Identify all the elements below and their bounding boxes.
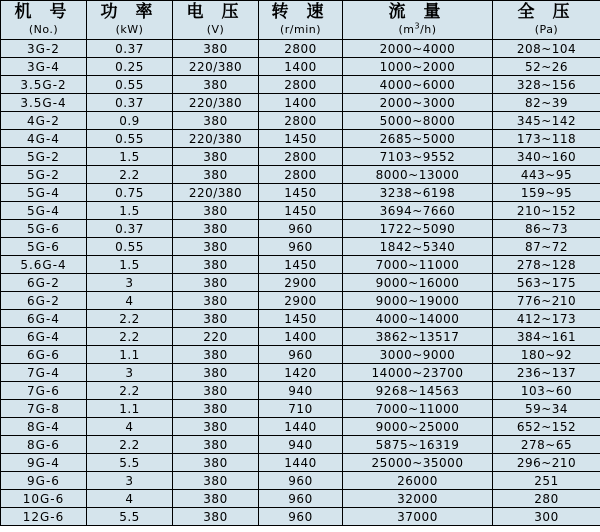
cell-pressure: 340~160 — [493, 148, 600, 166]
table-row — [1, 58, 600, 76]
cell-power: 0.9 — [87, 112, 173, 130]
cell-pressure: 278~128 — [493, 256, 600, 274]
cell-model: 5.6G-4 — [1, 256, 87, 274]
cell-speed: 2900 — [259, 274, 343, 292]
cell-pressure: 278~65 — [493, 436, 600, 454]
cell-pressure: 563~175 — [493, 274, 600, 292]
column-header-pressure — [493, 1, 600, 40]
cell-model: 4G-2 — [1, 112, 87, 130]
table-row — [1, 274, 600, 292]
cell-model: 5G-4 — [1, 184, 87, 202]
cell-model: 4G-4 — [1, 130, 87, 148]
cell-voltage: 220/380 — [173, 58, 259, 76]
cell-airflow: 1842~5340 — [343, 238, 493, 256]
cell-power: 0.25 — [87, 58, 173, 76]
cell-power: 0.55 — [87, 130, 173, 148]
cell-airflow: 14000~23700 — [343, 364, 493, 382]
cell-airflow: 7103~9552 — [343, 148, 493, 166]
column-header-speed-unit: (r/min) — [279, 22, 322, 36]
cell-speed: 1400 — [259, 58, 343, 76]
cell-speed: 1450 — [259, 256, 343, 274]
table-row — [1, 40, 600, 58]
table-row — [1, 76, 600, 94]
cell-power: 5.5 — [87, 454, 173, 472]
cell-airflow: 9000~25000 — [343, 418, 493, 436]
cell-airflow: 5000~8000 — [343, 112, 493, 130]
cell-voltage: 380 — [173, 472, 259, 490]
table-row — [1, 220, 600, 238]
cell-pressure: 103~60 — [493, 382, 600, 400]
column-header-voltage-title: 电 压 — [186, 2, 245, 22]
cell-power: 4 — [87, 292, 173, 310]
cell-voltage: 220/380 — [173, 94, 259, 112]
cell-power: 0.37 — [87, 220, 173, 238]
cell-model: 5G-6 — [1, 220, 87, 238]
cell-power: 2.2 — [87, 328, 173, 346]
cell-speed: 960 — [259, 238, 343, 256]
cell-voltage: 380 — [173, 346, 259, 364]
table-row — [1, 490, 600, 508]
cell-model: 6G-4 — [1, 310, 87, 328]
column-header-airflow-unit: $(m^3/h)$ — [398, 20, 437, 36]
cell-model: 3G-2 — [1, 40, 87, 58]
table-row — [1, 238, 600, 256]
cell-model: 7G-4 — [1, 364, 87, 382]
cell-airflow: 4000~6000 — [343, 76, 493, 94]
table-row — [1, 148, 600, 166]
cell-power: 0.37 — [87, 94, 173, 112]
cell-power: 3 — [87, 472, 173, 490]
cell-airflow: 25000~35000 — [343, 454, 493, 472]
column-header-voltage — [173, 1, 259, 40]
cell-model: 12G-6 — [1, 508, 87, 526]
cell-voltage: 380 — [173, 310, 259, 328]
cell-voltage: 380 — [173, 418, 259, 436]
cell-pressure: 159~95 — [493, 184, 600, 202]
cell-power: 2.2 — [87, 382, 173, 400]
cell-voltage: 380 — [173, 454, 259, 472]
cell-model: 5G-2 — [1, 166, 87, 184]
cell-speed: 1450 — [259, 310, 343, 328]
column-header-model — [1, 1, 87, 40]
cell-voltage: 380 — [173, 256, 259, 274]
cell-airflow: 2685~5000 — [343, 130, 493, 148]
cell-pressure: 251 — [493, 472, 600, 490]
cell-airflow: 26000 — [343, 472, 493, 490]
cell-voltage: 380 — [173, 274, 259, 292]
cell-speed: 1400 — [259, 328, 343, 346]
cell-power: 4 — [87, 418, 173, 436]
cell-model: 9G-4 — [1, 454, 87, 472]
cell-power: 2.2 — [87, 166, 173, 184]
table-row — [1, 418, 600, 436]
cell-airflow: 1000~2000 — [343, 58, 493, 76]
table-row — [1, 472, 600, 490]
table-row — [1, 166, 600, 184]
cell-voltage: 380 — [173, 76, 259, 94]
cell-power: 3 — [87, 364, 173, 382]
table-row — [1, 400, 600, 418]
table-row — [1, 130, 600, 148]
table-row — [1, 436, 600, 454]
cell-airflow: 3694~7660 — [343, 202, 493, 220]
cell-voltage: 380 — [173, 508, 259, 526]
cell-voltage: 380 — [173, 220, 259, 238]
column-header-pressure-unit: (Pa) — [534, 22, 559, 36]
cell-model: 6G-2 — [1, 292, 87, 310]
table-header — [1, 1, 600, 40]
cell-airflow: 9000~19000 — [343, 292, 493, 310]
cell-pressure: 443~95 — [493, 166, 600, 184]
cell-power: 2.2 — [87, 436, 173, 454]
table-row — [1, 382, 600, 400]
header-row — [1, 1, 600, 40]
table-row — [1, 292, 600, 310]
cell-power: 5.5 — [87, 508, 173, 526]
table-body — [1, 40, 600, 526]
cell-speed: 2800 — [259, 148, 343, 166]
cell-airflow: 2000~4000 — [343, 40, 493, 58]
cell-model: 7G-8 — [1, 400, 87, 418]
cell-pressure: 210~152 — [493, 202, 600, 220]
column-header-airflow-title: 流 量 — [388, 2, 447, 22]
cell-speed: 2800 — [259, 166, 343, 184]
column-header-model-unit: (No.) — [28, 22, 59, 36]
cell-voltage: 220/380 — [173, 130, 259, 148]
column-header-power — [87, 1, 173, 40]
cell-speed: 1400 — [259, 94, 343, 112]
cell-pressure: 87~72 — [493, 238, 600, 256]
cell-power: 1.5 — [87, 202, 173, 220]
cell-power: 1.1 — [87, 400, 173, 418]
table-row — [1, 454, 600, 472]
cell-voltage: 380 — [173, 112, 259, 130]
cell-pressure: 59~34 — [493, 400, 600, 418]
cell-speed: 2800 — [259, 76, 343, 94]
cell-speed: 1450 — [259, 184, 343, 202]
cell-speed: 2800 — [259, 40, 343, 58]
column-header-pressure-title: 全 压 — [517, 2, 576, 22]
cell-airflow: 7000~11000 — [343, 256, 493, 274]
cell-pressure: 52~26 — [493, 58, 600, 76]
cell-speed: 1450 — [259, 202, 343, 220]
airflow-unit-exponent: 3 — [414, 20, 421, 30]
cell-speed: 2900 — [259, 292, 343, 310]
cell-airflow: 3238~6198 — [343, 184, 493, 202]
cell-power: 1.1 — [87, 346, 173, 364]
cell-speed: 1440 — [259, 454, 343, 472]
cell-voltage: 380 — [173, 166, 259, 184]
table-row — [1, 364, 600, 382]
cell-model: 6G-4 — [1, 328, 87, 346]
cell-airflow: 7000~11000 — [343, 400, 493, 418]
cell-voltage: 380 — [173, 400, 259, 418]
cell-speed: 1420 — [259, 364, 343, 382]
cell-speed: 960 — [259, 220, 343, 238]
table-row — [1, 508, 600, 526]
cell-pressure: 384~161 — [493, 328, 600, 346]
cell-voltage: 380 — [173, 202, 259, 220]
cell-model: 7G-6 — [1, 382, 87, 400]
cell-power: 0.55 — [87, 238, 173, 256]
column-header-model-title: 机 号 — [14, 2, 73, 22]
cell-voltage: 380 — [173, 382, 259, 400]
cell-power: 0.37 — [87, 40, 173, 58]
cell-pressure: 236~137 — [493, 364, 600, 382]
cell-airflow: 3862~13517 — [343, 328, 493, 346]
cell-model: 3.5G-2 — [1, 76, 87, 94]
column-header-airflow — [343, 1, 493, 40]
cell-model: 6G-6 — [1, 346, 87, 364]
cell-pressure: 86~73 — [493, 220, 600, 238]
cell-voltage: 380 — [173, 490, 259, 508]
cell-pressure: 208~104 — [493, 40, 600, 58]
cell-pressure: 300 — [493, 508, 600, 526]
cell-pressure: 776~210 — [493, 292, 600, 310]
cell-voltage: 380 — [173, 148, 259, 166]
cell-model: 5G-4 — [1, 202, 87, 220]
column-header-speed — [259, 1, 343, 40]
cell-model: 8G-4 — [1, 418, 87, 436]
cell-power: 1.5 — [87, 256, 173, 274]
cell-airflow: 2000~3000 — [343, 94, 493, 112]
cell-airflow: 4000~14000 — [343, 310, 493, 328]
cell-voltage: 220 — [173, 328, 259, 346]
cell-airflow: 37000 — [343, 508, 493, 526]
table-row — [1, 256, 600, 274]
cell-voltage: 220/380 — [173, 184, 259, 202]
cell-airflow: 9000~16000 — [343, 274, 493, 292]
cell-pressure: 652~152 — [493, 418, 600, 436]
cell-model: 3.5G-4 — [1, 94, 87, 112]
cell-pressure: 412~173 — [493, 310, 600, 328]
cell-airflow: 32000 — [343, 490, 493, 508]
cell-airflow: 3000~9000 — [343, 346, 493, 364]
table-row — [1, 310, 600, 328]
cell-model: 5G-6 — [1, 238, 87, 256]
cell-speed: 710 — [259, 400, 343, 418]
column-header-power-title: 功 率 — [100, 2, 159, 22]
cell-voltage: 380 — [173, 364, 259, 382]
cell-airflow: 5875~16319 — [343, 436, 493, 454]
column-header-speed-title: 转 速 — [271, 2, 330, 22]
cell-pressure: 296~210 — [493, 454, 600, 472]
cell-power: 0.55 — [87, 76, 173, 94]
cell-model: 3G-4 — [1, 58, 87, 76]
cell-pressure: 173~118 — [493, 130, 600, 148]
cell-voltage: 380 — [173, 436, 259, 454]
cell-speed: 960 — [259, 346, 343, 364]
table-row — [1, 184, 600, 202]
table-row — [1, 328, 600, 346]
table-row — [1, 346, 600, 364]
cell-speed: 1440 — [259, 418, 343, 436]
cell-speed: 960 — [259, 472, 343, 490]
cell-power: 0.75 — [87, 184, 173, 202]
cell-model: 5G-2 — [1, 148, 87, 166]
cell-model: 8G-6 — [1, 436, 87, 454]
cell-voltage: 380 — [173, 292, 259, 310]
table-row — [1, 94, 600, 112]
cell-model: 9G-6 — [1, 472, 87, 490]
cell-power: 3 — [87, 274, 173, 292]
cell-speed: 940 — [259, 436, 343, 454]
cell-speed: 2800 — [259, 112, 343, 130]
cell-power: 2.2 — [87, 310, 173, 328]
cell-airflow: 1722~5090 — [343, 220, 493, 238]
cell-airflow: 8000~13000 — [343, 166, 493, 184]
cell-speed: 940 — [259, 382, 343, 400]
cell-model: 6G-2 — [1, 274, 87, 292]
cell-pressure: 180~92 — [493, 346, 600, 364]
cell-pressure: 82~39 — [493, 94, 600, 112]
table-row — [1, 202, 600, 220]
cell-speed: 960 — [259, 508, 343, 526]
cell-voltage: 380 — [173, 238, 259, 256]
cell-power: 1.5 — [87, 148, 173, 166]
cell-airflow: 9268~14563 — [343, 382, 493, 400]
column-header-power-unit: (kW) — [115, 22, 144, 36]
cell-speed: 1450 — [259, 130, 343, 148]
column-header-voltage-unit: (V) — [206, 22, 225, 36]
cell-pressure: 345~142 — [493, 112, 600, 130]
cell-power: 4 — [87, 490, 173, 508]
table-row — [1, 112, 600, 130]
cell-model: 10G-6 — [1, 490, 87, 508]
cell-speed: 960 — [259, 490, 343, 508]
cell-pressure: 328~156 — [493, 76, 600, 94]
cell-voltage: 380 — [173, 40, 259, 58]
cell-pressure: 280 — [493, 490, 600, 508]
